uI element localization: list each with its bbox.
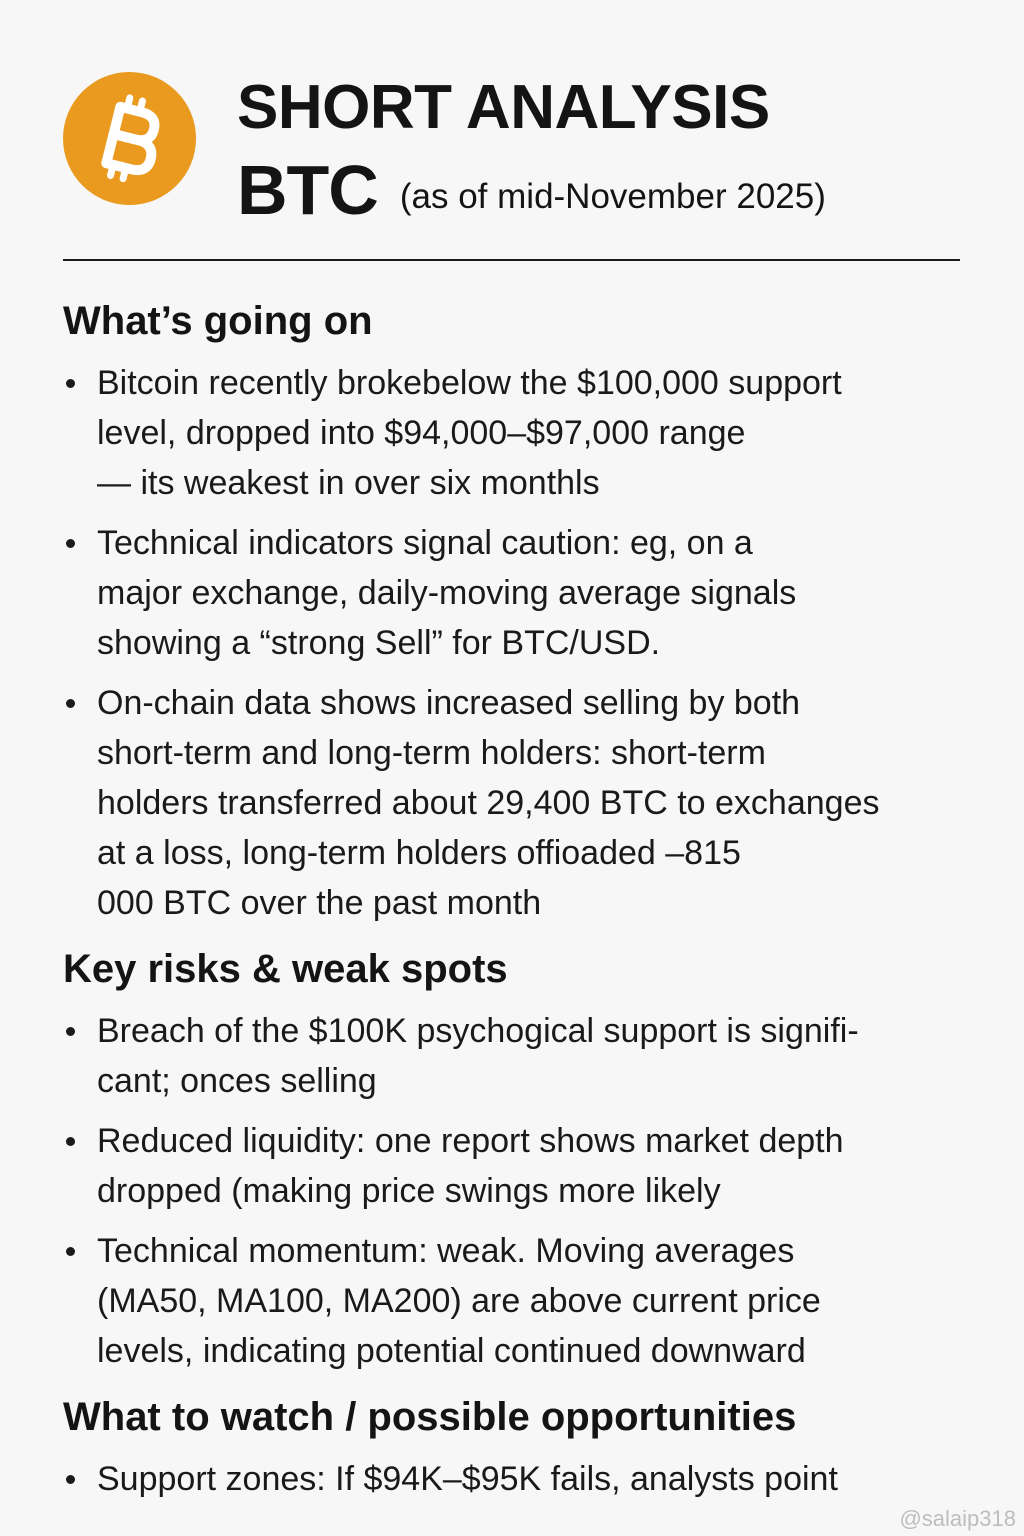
bullet-list (63, 1006, 993, 1376)
bitcoin-logo-icon (63, 72, 196, 205)
bullet-dot-icon (66, 1247, 75, 1256)
bullet-item (63, 1226, 993, 1376)
bullet-dot-icon (66, 1137, 75, 1146)
bullet-item (63, 678, 993, 928)
section-key-risks (63, 940, 993, 1376)
bullet-dot-icon (66, 699, 75, 708)
bullet-text-line: — its weakest in over six monthls (97, 464, 600, 502)
section-heading: Key risks & weak spots (63, 947, 508, 991)
watermark: @salaip318 (899, 1506, 1016, 1531)
bullet-text-line: (MA50, MA100, MA200) are above current price (97, 1282, 821, 1320)
bullet-list (63, 1454, 993, 1504)
bullet-text-line: level, dropped into $94,000–$97,000 range (97, 414, 746, 452)
bullet-text-line: cant; onces selling (97, 1062, 377, 1100)
section-what-to-watch (63, 1388, 993, 1504)
section-heading: What’s going on (63, 299, 373, 343)
bullet-text-line: dropped (making price swings more likely (97, 1172, 721, 1210)
bullet-item (63, 1454, 993, 1504)
bullet-text-line: On-chain data shows increased selling by both (97, 684, 801, 722)
bullet-text-line: 000 BTC over the past month (97, 884, 542, 922)
section-heading: What to watch / possible opportunities (63, 1395, 797, 1439)
bullet-item (63, 1006, 993, 1106)
bullet-item (63, 1116, 993, 1216)
bullet-text-line: Bitcoin recently brokebelow the $100,000 support (97, 364, 842, 402)
bullet-dot-icon (66, 379, 75, 388)
bullet-text-line: Support zones: If $94K–$95K fails, analysts point (97, 1460, 838, 1498)
bullet-text-line: showing a “strong Sell” for BTC/USD. (97, 624, 661, 662)
bullet-list (63, 358, 993, 928)
bullet-item (63, 518, 993, 668)
section-whats-going-on (63, 292, 993, 928)
bullet-dot-icon (66, 1027, 75, 1036)
header-divider (63, 259, 960, 261)
page-subtitle (237, 151, 826, 246)
bullet-text-line: Breach of the $100K psychogical support is signifi- (97, 1012, 859, 1050)
bullet-dot-icon (66, 539, 75, 548)
bullet-dot-icon (66, 1475, 75, 1484)
ticker-label: BTC (237, 151, 378, 229)
bullet-text-line: major exchange, daily-moving average signals (97, 574, 797, 612)
bullet-text-line: Technical indicators signal caution: eg, on a (97, 524, 753, 562)
bullet-text-line: holders transferred about 29,400 BTC to exchanges (97, 784, 880, 822)
date-note: (as of mid-November 2025) (399, 177, 826, 216)
bullet-text-line: short-term and long-term holders: short-term (97, 734, 766, 772)
content (63, 292, 993, 1516)
bullet-text-line: Reduced liquidity: one report shows market depth (97, 1122, 844, 1160)
bullet-item (63, 358, 993, 508)
bullet-text-line: at a loss, long-term holders offioaded –815 (97, 834, 741, 872)
bullet-text-line: Technical momentum: weak. Moving averages (97, 1232, 795, 1270)
bullet-text-line: levels, indicating potential continued downward (97, 1332, 806, 1370)
page-title: SHORT ANALYSIS (237, 73, 770, 142)
